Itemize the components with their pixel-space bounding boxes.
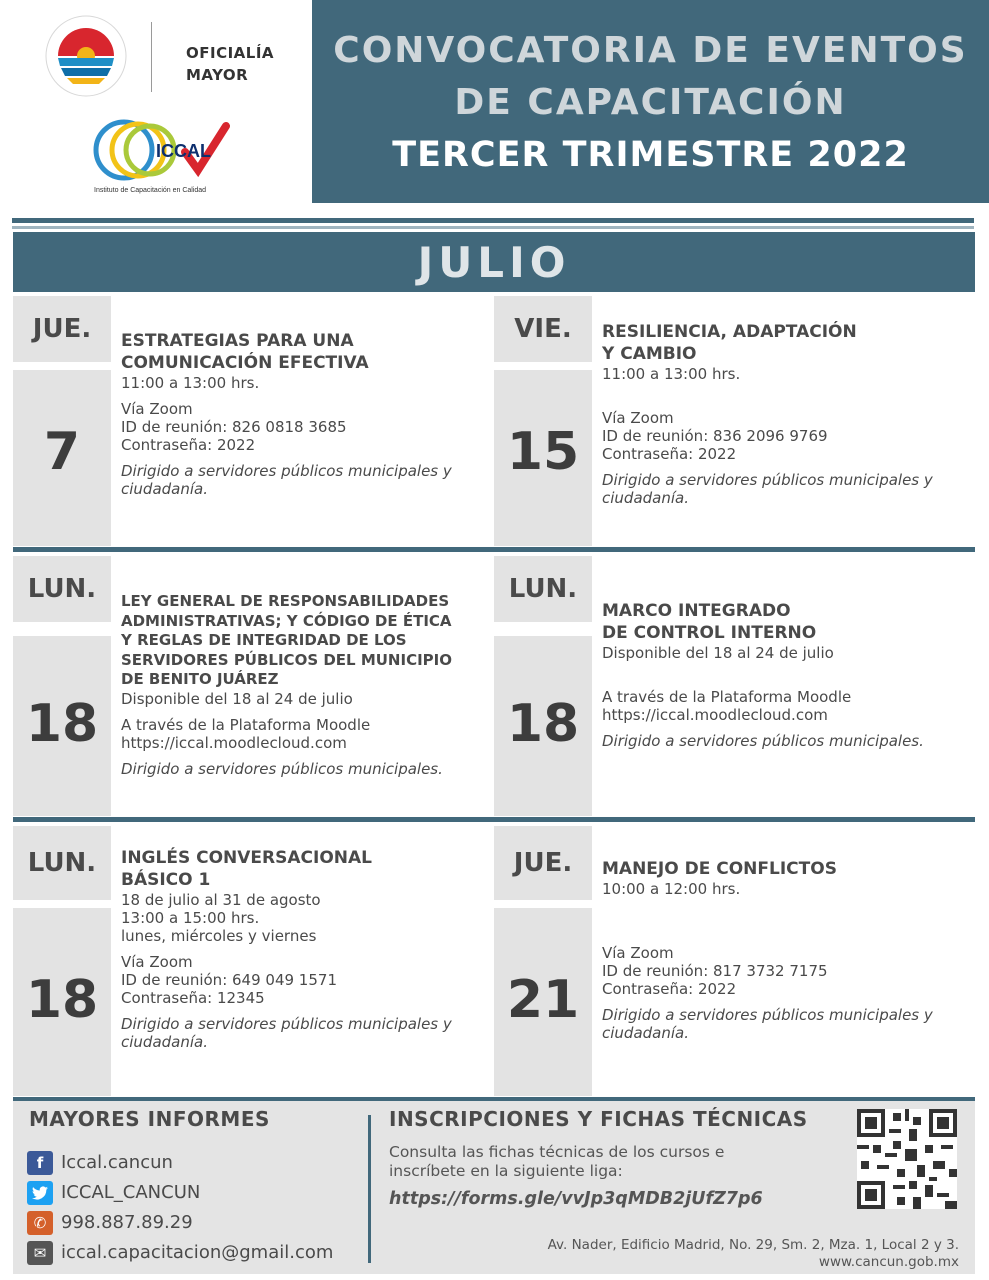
meeting-id: ID de reunión: 826 0818 3685 (121, 418, 347, 436)
meeting-password: Contraseña: 2022 (602, 980, 737, 998)
event-card (13, 826, 494, 1096)
separator-stripe (12, 218, 974, 223)
meeting-password: Contraseña: 2022 (602, 445, 737, 463)
event-audience: Dirigido a servidores públicos municipales y ciudadanía. (602, 471, 933, 507)
month-label: JULIO (417, 238, 571, 287)
svg-text:Instituto de Capacitación en C: Instituto de Capacitación en Calidad (94, 187, 207, 194)
day-number: 7 (43, 422, 81, 482)
event-time: 11:00 a 13:00 hrs. (602, 365, 741, 383)
email-icon: ✉ (27, 1241, 53, 1265)
day-number: 18 (25, 970, 99, 1030)
contact-label: ICCAL_CANCUN (61, 1182, 201, 1203)
event-platform: A través de la Plataforma Moodle (602, 688, 852, 706)
header (0, 0, 989, 203)
meeting-password: Contraseña: 2022 (121, 436, 256, 454)
month-bar (13, 232, 975, 292)
event-audience: Dirigido a servidores públicos municipales y ciudadanía. (602, 1006, 933, 1042)
event-dates: 18 de julio al 31 de agosto (121, 891, 321, 909)
qr-code-icon[interactable] (857, 1109, 957, 1209)
day-number: 18 (506, 694, 580, 754)
logo-divider (151, 22, 152, 92)
informes-title: MAYORES INFORMES (29, 1107, 270, 1131)
event-time: 11:00 a 13:00 hrs. (121, 374, 260, 392)
event-platform: Vía Zoom (121, 400, 193, 418)
contact-label: 998.887.89.29 (61, 1212, 193, 1233)
day-number-box (13, 636, 111, 816)
separator-stripe-light (12, 226, 974, 229)
event-title: ESTRATEGIAS PARA UNA COMUNICACIÓN EFECTIVA (121, 331, 369, 373)
event-title: MANEJO DE CONFLICTOS (602, 859, 837, 879)
day-number: 18 (25, 694, 99, 754)
event-title: RESILIENCIA, ADAPTACIÓN Y CAMBIO (602, 322, 857, 364)
row-separator (13, 817, 975, 822)
website[interactable]: www.cancun.gob.mx (818, 1254, 959, 1270)
oficialia-mayor-label: OFICIALÍA MAYOR (186, 44, 275, 84)
phone-icon: ✆ (27, 1211, 53, 1235)
day-number-box (494, 908, 592, 1096)
meeting-id: ID de reunión: 649 049 1571 (121, 971, 337, 989)
event-card (494, 826, 975, 1096)
meeting-id: ID de reunión: 817 3732 7175 (602, 962, 828, 980)
moodle-url[interactable]: https://iccal.moodlecloud.com (121, 733, 347, 752)
address (548, 1237, 959, 1271)
municipio-seal-logo (44, 14, 128, 98)
day-of-week: JUE. (13, 296, 111, 362)
logo-area (0, 0, 312, 203)
event-audience: Dirigido a servidores públicos municipales y ciudadanía. (121, 1015, 452, 1051)
event-time: 13:00 a 15:00 hrs. (121, 909, 260, 927)
title-line-3: TERCER TRIMESTRE 2022 (392, 135, 909, 175)
event-title: LEY GENERAL DE RESPONSABILIDADES ADMINISTRATIVAS; Y CÓDIGO DE ÉTICA Y REGLAS DE INTEGRIDAD DE LOS SERVIDORES PÚBLICOS DEL MUNICIPIO DE BENITO JUÁREZ (121, 592, 452, 688)
iccal-logo (90, 112, 232, 196)
event-card (494, 556, 975, 816)
footer-divider (368, 1115, 371, 1263)
event-platform: Vía Zoom (602, 944, 674, 962)
event-audience: Dirigido a servidores públicos municipales. (121, 759, 443, 778)
day-number: 15 (506, 422, 580, 482)
registration-link[interactable]: https://forms.gle/vvJp3qMDB2jUfZ7p6 (389, 1189, 763, 1209)
inscripciones-title: INSCRIPCIONES Y FICHAS TÉCNICAS (389, 1107, 808, 1131)
day-number-box (494, 636, 592, 816)
day-number-box (13, 908, 111, 1096)
event-audience: Dirigido a servidores públicos municipales y ciudadanía. (121, 462, 452, 498)
day-of-week: VIE. (494, 296, 592, 362)
day-of-week: JUE. (494, 826, 592, 900)
facebook-icon: f (27, 1151, 53, 1175)
event-availability: Disponible del 18 al 24 de julio (121, 689, 353, 708)
contact-label: iccal.capacitacion@gmail.com (61, 1242, 334, 1263)
svg-text:ICCAL: ICCAL (156, 141, 211, 161)
event-platform: Vía Zoom (121, 953, 193, 971)
event-platform: A través de la Plataforma Moodle (121, 715, 371, 734)
footer-top-line (13, 1097, 975, 1101)
twitter-icon (27, 1181, 53, 1205)
event-time: 10:00 a 12:00 hrs. (602, 880, 741, 898)
inscripciones-description: Consulta las fichas técnicas de los cursos e inscríbete en la siguiente liga: (389, 1143, 725, 1180)
contact-label: Iccal.cancun (61, 1152, 173, 1173)
day-of-week: LUN. (13, 556, 111, 622)
event-audience: Dirigido a servidores públicos municipales. (602, 732, 924, 750)
event-days: lunes, miércoles y viernes (121, 927, 317, 945)
title-banner (312, 0, 989, 203)
title-line-1: CONVOCATORIA DE EVENTOS (333, 30, 968, 71)
meeting-id: ID de reunión: 836 2096 9769 (602, 427, 828, 445)
day-number-box (494, 370, 592, 546)
day-of-week: LUN. (13, 826, 111, 900)
event-card (13, 556, 494, 816)
address-line: Av. Nader, Edificio Madrid, No. 29, Sm. 2, Mza. 1, Local 2 y 3. (547, 1237, 959, 1253)
day-of-week: LUN. (494, 556, 592, 622)
event-card (494, 296, 975, 546)
row-separator (13, 547, 975, 552)
title-line-2: DE CAPACITACIÓN (454, 82, 847, 123)
day-number-box (13, 370, 111, 546)
meeting-password: Contraseña: 12345 (121, 989, 265, 1007)
day-number: 21 (506, 970, 580, 1030)
event-title: INGLÉS CONVERSACIONAL BÁSICO 1 (121, 848, 372, 890)
event-title: MARCO INTEGRADO DE CONTROL INTERNO (602, 601, 817, 643)
event-card (13, 296, 494, 546)
moodle-url[interactable]: https://iccal.moodlecloud.com (602, 706, 828, 724)
event-availability: Disponible del 18 al 24 de julio (602, 644, 834, 662)
footer (13, 1097, 975, 1274)
event-platform: Vía Zoom (602, 409, 674, 427)
